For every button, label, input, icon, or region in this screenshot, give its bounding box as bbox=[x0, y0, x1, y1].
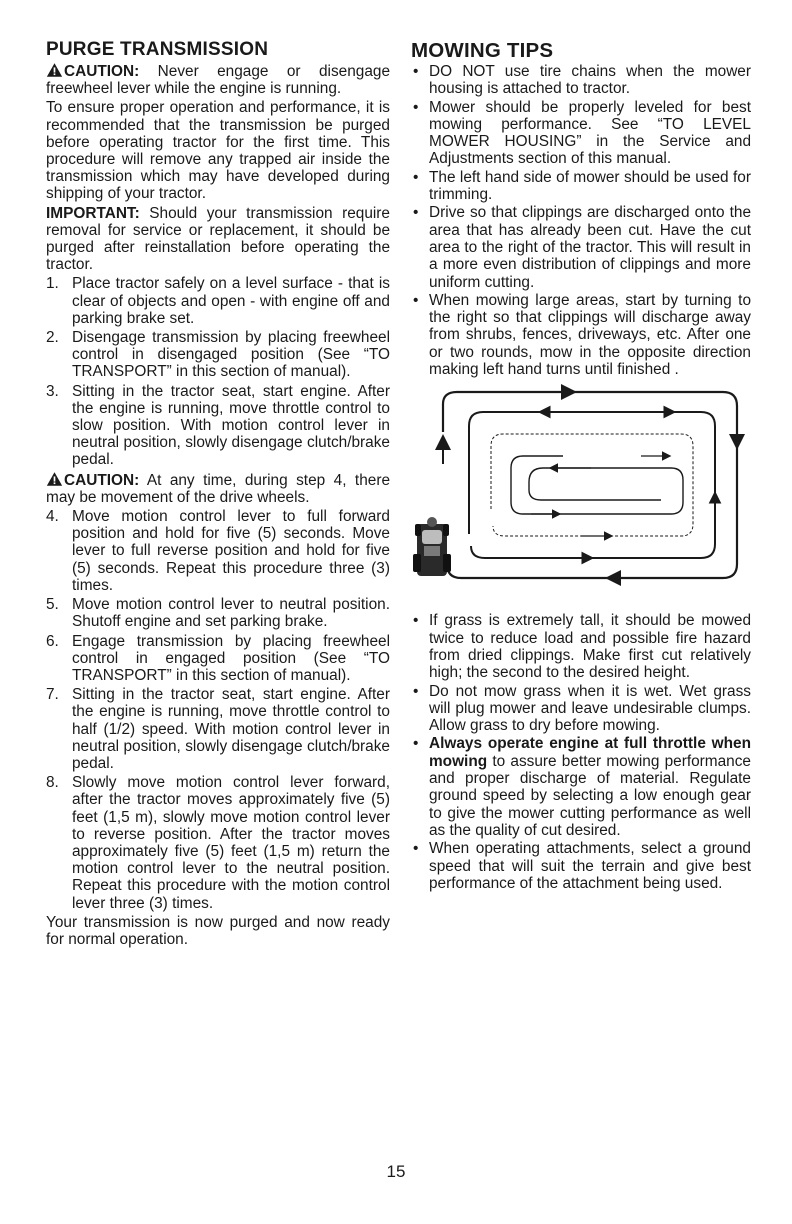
mowing-tip: • The left hand side of mower should be used for trimming. bbox=[413, 168, 751, 204]
left-column bbox=[46, 38, 390, 948]
caution-label: CAUTION: bbox=[64, 471, 140, 489]
purge-step: 5. Move motion control lever to neutral position. Shutoff engine and set parking brake. bbox=[46, 596, 390, 631]
warning-icon bbox=[46, 471, 63, 487]
mowing-tip: • Drive so that clippings are discharged onto the area that has already been cut. Have the cut area to the right of the tractor. This will result in a more even distribution of clippings and more uniform cutting. bbox=[413, 204, 751, 291]
page-number: 15 bbox=[386, 1162, 406, 1181]
inner-mowing-path bbox=[511, 456, 683, 514]
outer-mowing-path bbox=[443, 392, 737, 578]
caution-text: Never engage or disengage freewheel lever while the engine is running. bbox=[46, 63, 390, 98]
purge-step: 4. Move motion control lever to full forward position and hold for five (5) seconds. Move lever to full reverse position and hold for five (5) seconds. Repeat this procedure three (3) times. bbox=[46, 508, 390, 594]
caution-label: CAUTION: bbox=[64, 63, 140, 80]
mowing-tip: • DO NOT use tire chains when the mower housing is attached to tractor. bbox=[413, 63, 751, 98]
purge-step: 2. Disengage transmission by placing freewheel control in disengaged position (See “TO TRANSPORT” in this section of manual). bbox=[46, 329, 390, 381]
mowing-pattern-diagram bbox=[411, 384, 751, 604]
important-label: IMPORTANT: bbox=[46, 204, 140, 222]
purge-step: 1. Place tractor safely on a level surface - that is clear of objects and open - with engine off and parking brake set. bbox=[46, 275, 390, 327]
purge-steps-list-continued bbox=[46, 508, 390, 912]
important-text: Should your transmission require removal for service or replacement, it should be purged after reinstallation before operating the tractor. bbox=[46, 204, 390, 274]
right-column bbox=[411, 38, 751, 893]
purge-step: 6. Engage transmission by placing freewheel control in engaged position (See “TO TRANSPORT” in this section of manual). bbox=[46, 632, 390, 684]
warning-icon bbox=[46, 62, 63, 78]
tractor-illustration bbox=[413, 517, 451, 576]
purge-steps-list bbox=[46, 275, 390, 468]
purge-closing: Your transmission is now purged and now ready for normal operation. bbox=[46, 913, 390, 948]
mowing-tips-heading: MOWING TIPS bbox=[411, 39, 554, 62]
purge-transmission-heading: PURGE TRANSMISSION bbox=[46, 39, 269, 60]
mowing-tip: • If grass is extremely tall, it should be mowed twice to reduce load and possible fire hazard from dried clippings. Make first cut relatively high; the second to the desired height. bbox=[413, 612, 751, 682]
mowing-tip: • Always operate engine at full throttle when mowing to assure better mowing performance and proper discharge of material. Regulate ground speed by selecting a low enough gear to give the mower cutting performance as well as the quality of cut desired. bbox=[413, 735, 751, 839]
mowing-pattern-illustration bbox=[411, 384, 751, 604]
purge-intro: To ensure proper operation and performance, it is recommended that the transmission be purged before operating tractor for the first time. This procedure will remove any trapped air inside the transmission which may have developed during shipping of your tractor. bbox=[46, 99, 390, 203]
caution-freewheel bbox=[46, 62, 390, 97]
purge-step: 8. Slowly move motion control lever forward, after the tractor moves approximately five (5) feet (1,5 m), slowly move motion control lever to reverse position. After the tractor moves approximately five (5) feet (1,5 m) return the motion control lever to the neutral position. Repeat this procedure with the motion control lever three (3) times. bbox=[46, 774, 390, 912]
mowing-tips-list bbox=[411, 63, 751, 378]
mowing-tip: • Do not mow grass when it is wet. Wet grass will plug mower and leave undesirable clumps. Allow grass to dry before mowing. bbox=[413, 682, 751, 735]
third-mowing-path bbox=[491, 434, 693, 536]
purge-step: 3. Sitting in the tractor seat, start engine. After the engine is running, move throttle control to slow position. With motion control lever in neutral position, slowly disengage clutch/brake pedal. bbox=[46, 382, 390, 469]
mowing-tips-list-continued bbox=[411, 612, 751, 892]
important-note bbox=[46, 205, 390, 274]
purge-step: 7. Sitting in the tractor seat, start engine. After the engine is running, move throttle control to half (1/2) speed. With motion control lever in neutral position, slowly disengage clutch/brake pedal. bbox=[46, 686, 390, 772]
caution-drive-wheels bbox=[46, 471, 390, 506]
caution-text: At any time, during step 4, there may be movement of the drive wheels. bbox=[46, 471, 390, 506]
mowing-tip: • Mower should be properly leveled for best mowing performance. See “TO LEVEL MOWER HOUSING” in the Service and Adjustments section of this manual. bbox=[413, 98, 751, 168]
mowing-tip: • When mowing large areas, start by turning to the right so that clippings will discharge away from shrubs, fences, driveways, etc. After one or two rounds, mow in the opposite direction making left hand turns until finished . bbox=[413, 291, 751, 379]
mowing-tip: • When operating attachments, select a ground speed that will suit the terrain and give best performance of the attachment being used. bbox=[413, 840, 751, 892]
